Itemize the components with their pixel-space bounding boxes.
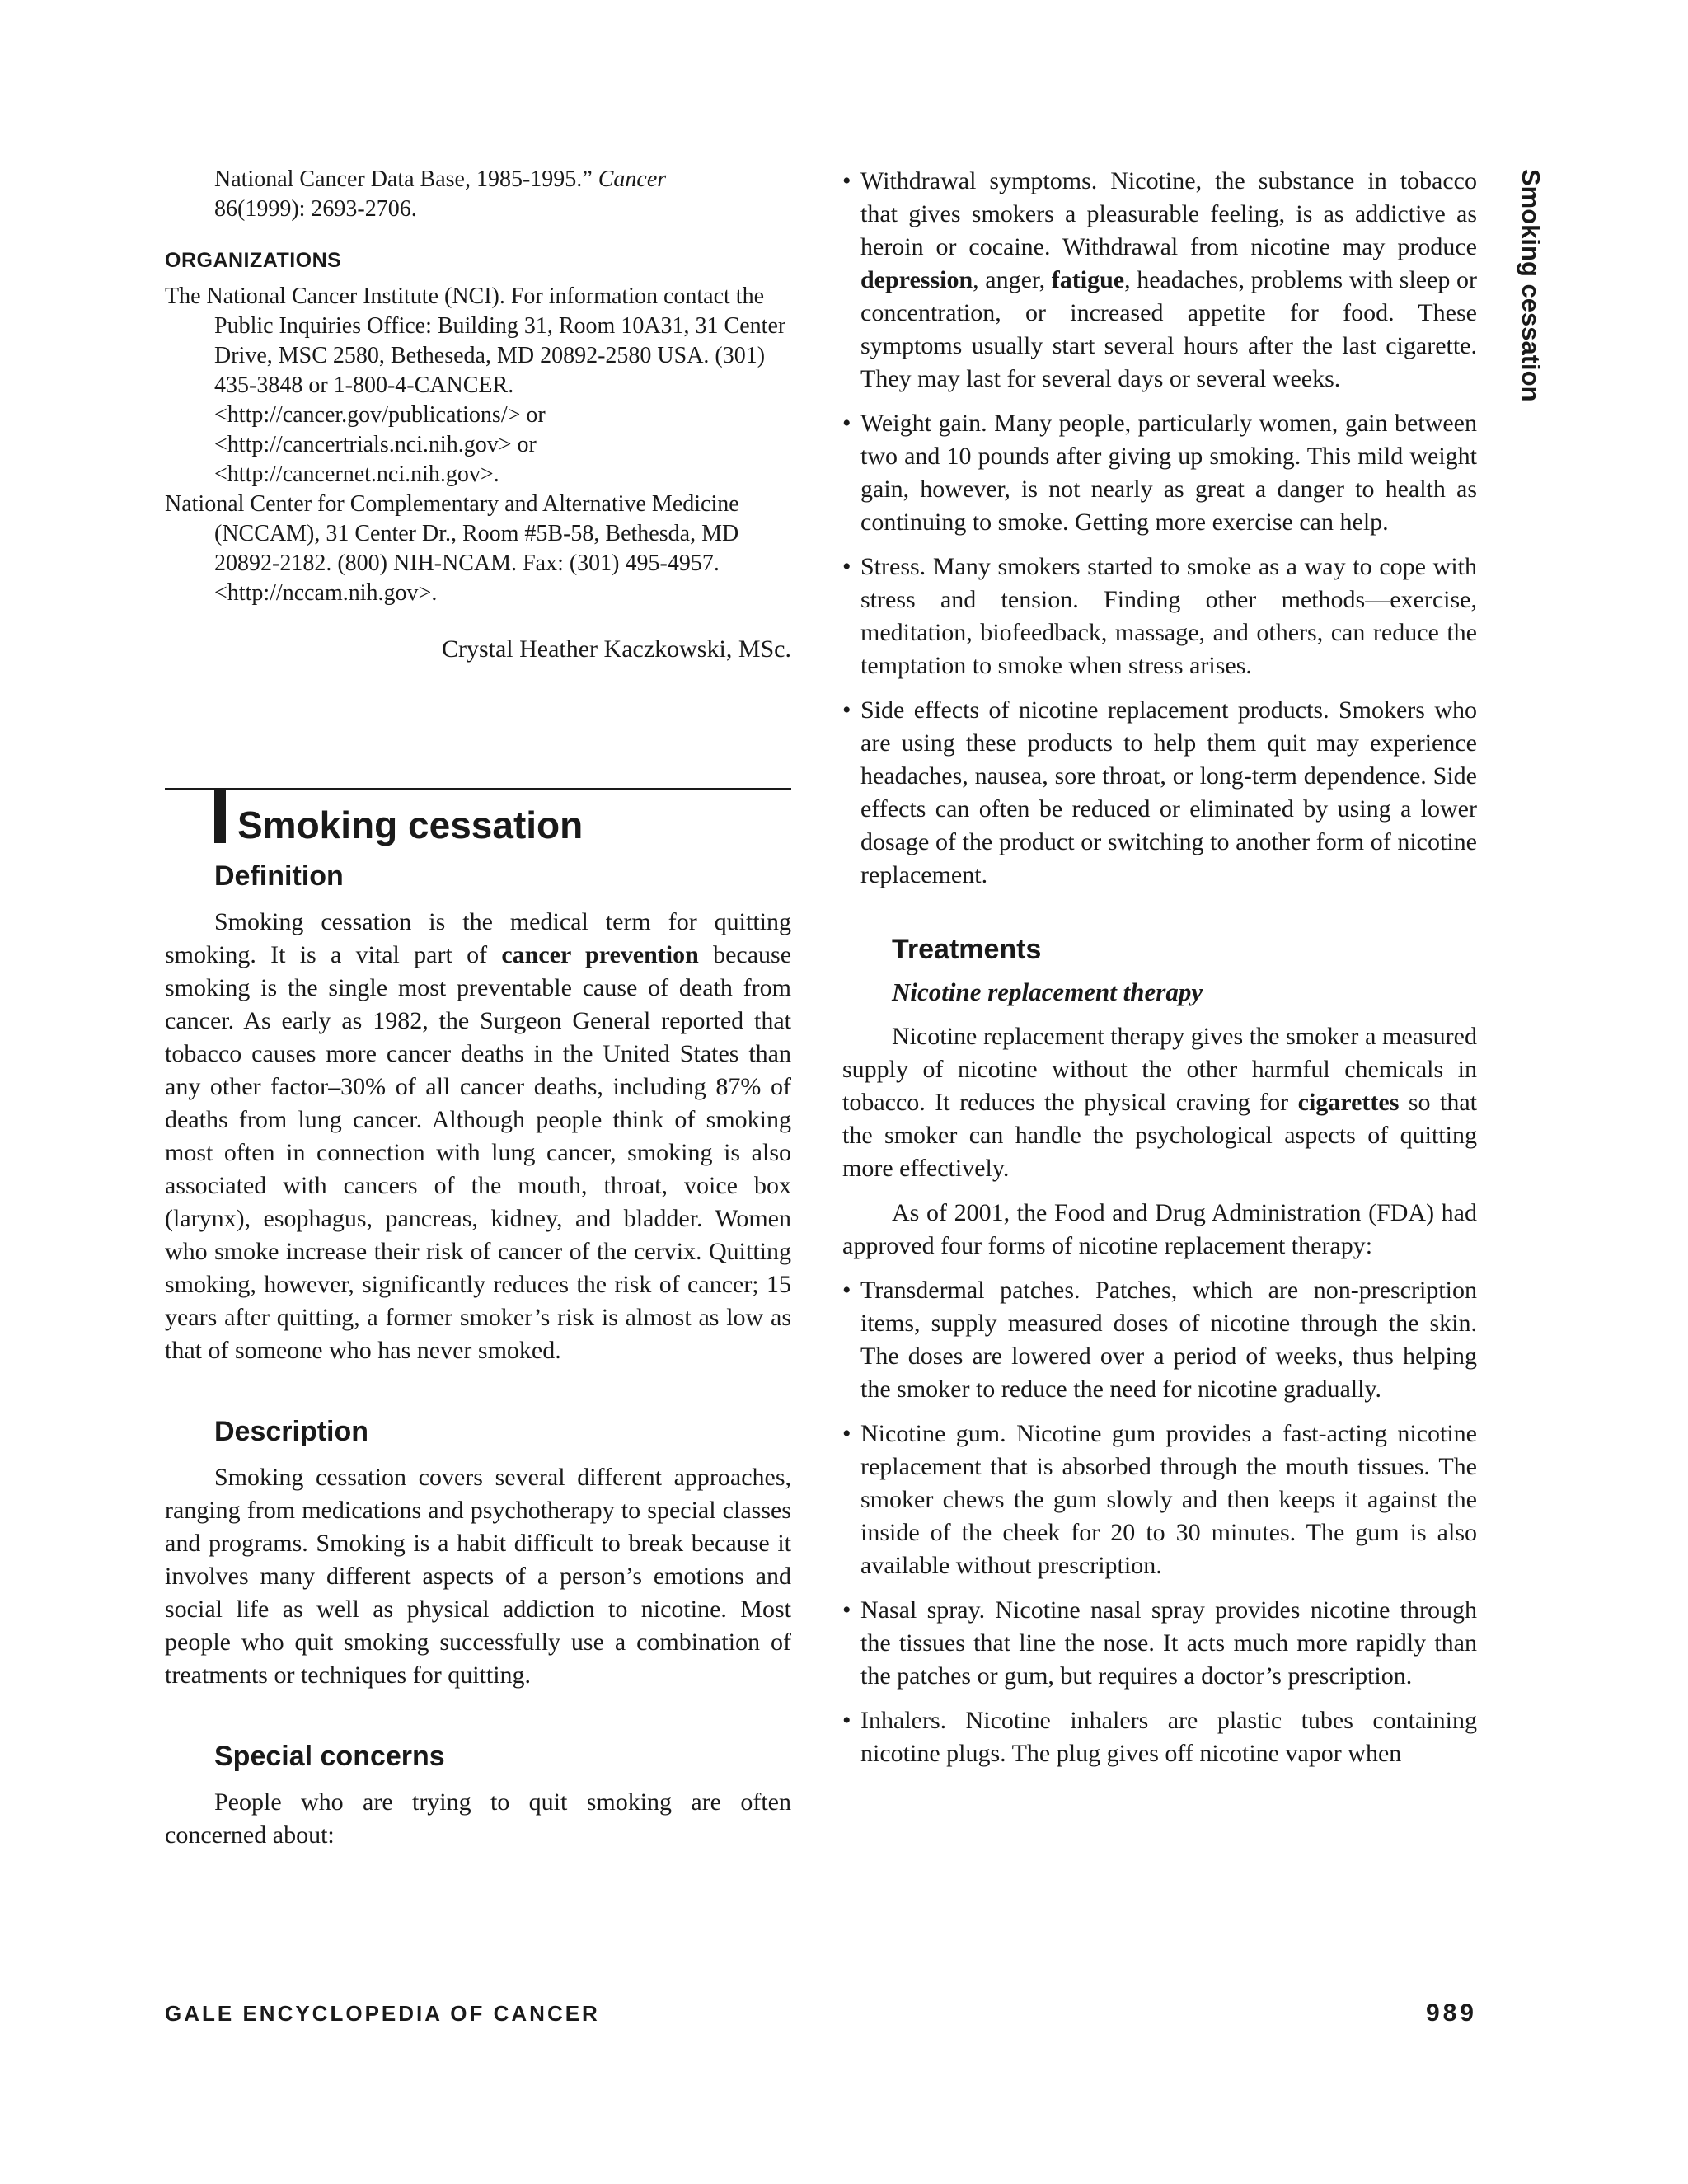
bullet-mark: • [842,167,851,194]
organization-entry-nci: The National Cancer Institute (NCI). For information contact the Public Inquiries Office: Building 31, Room 10A31, 31 Center Drive, MSC 2580, Betheseda, MD 20892-2580 USA. (301) 435-3848 or 1-800-4-CANCER. <http://cancer.gov/publications/> or <http://cancertrials.nci.nih.gov> or <http://cancernet.nci.nih.gov>. [165,284,786,487]
concern-stress: • Stress. Many smokers started to smoke as a way to cope with stress and tension. Finding other methods—exercise, meditation, biofeedback, massage, and others, can reduce the temptation to smoke when stress arises. [842,551,1477,682]
right-column [842,165,1477,1782]
title-bar-mark [214,790,226,843]
article-title: Smoking cessation [237,804,584,846]
bullet-mark: • [842,1277,851,1304]
publication-name: GALE ENCYCLOPEDIA OF CANCER [165,2001,600,2026]
bullet-mark: • [842,410,851,437]
description-heading: Description [214,1416,369,1447]
special-concerns-intro: People who are trying to quit smoking are often concerned about: [165,1788,791,1849]
journal-title: Cancer [598,166,667,192]
bullet-mark: • [842,1420,851,1447]
concern-withdrawal: • Withdrawal symptoms. Nicotine, the substance in tobacco that gives smokers a pleasurable feeling, is as addictive as heroin or cocaine. Withdrawal from nicotine may produce depression, anger, fatigue, headaches, problems with sleep or concentration, or increased appetite for food. These symptoms usually start several hours after the last cigarette. They may last for several days or several weeks. [842,165,1477,396]
bullet-mark: • [842,1707,851,1734]
treatment-transdermal-patches: • Transdermal patches. Patches, which are non-prescription items, supply measured doses of nicotine through the skin. The doses are lowered over a period of weeks, thus helping the smoker to reduce the need for nicotine gradually. [842,1274,1477,1406]
term-fatigue: fatigue [1051,266,1125,293]
special-concerns-heading: Special concerns [214,1741,445,1772]
organization-entry-nccam: National Center for Complementary and Alternative Medicine (NCCAM), 31 Center Dr., Room #5B-58, Bethesda, MD 20892-2182. (800) NIH-NCAM. Fax: (301) 495-4957. <http://nccam.nih.gov>. [165,491,739,606]
treatments-paragraph-2: As of 2001, the Food and Drug Administration (FDA) had approved four forms of nicotine replacement therapy: [842,1199,1477,1259]
side-label-text: Smoking cessation [1517,169,1545,402]
term-depression: depression [860,266,973,293]
treatment-inhalers: • Inhalers. Nicotine inhalers are plastic tubes containing nicotine plugs. The plug gives off nicotine vapor when [842,1704,1477,1770]
author-credit: Crystal Heather Kaczkowski, MSc. [441,635,791,663]
definition-paragraph: Smoking cessation is the medical term for quitting smoking. It is a vital part of cancer prevention because smoking is the single most preventable cause of death from cancer. As early as 1982, the Surgeon General reported that tobacco causes more cancer deaths in the United States than any other factor–30% of all cancer deaths, including 87% of deaths from lung cancer. Although people think of smoking most often in connection with lung cancer, smoking is also associated with cancers of the mouth, throat, voice box (larynx), esophagus, pancreas, kidney, and bladder. Women who smoke increase their risk of cancer of the cervix. Quitting smoking, however, significantly reduces the risk of cancer; 15 years after quitting, a former smoker’s risk is almost as low as that of someone who has never smoked. [165,908,792,1364]
running-header-side [1512,169,1545,416]
bullet-mark: • [842,1596,851,1624]
page-number: 989 [1425,1999,1477,2027]
treatment-nasal-spray: • Nasal spray. Nicotine nasal spray provides nicotine through the tissues that line the nose. It acts much more rapidly than the patches or gum, but requires a doctor’s prescription. [842,1594,1477,1693]
term-cancer-prevention: cancer prevention [501,941,699,968]
reference-line-2: 86(1999): 2693-2706. [214,196,417,222]
organizations-heading: ORGANIZATIONS [165,249,342,272]
treatments-paragraph-1: Nicotine replacement therapy gives the smoker a measured supply of nicotine without the other harmful chemicals in tobacco. It reduces the physical craving for cigarettes so that the smoker can handle the psychological aspects of quitting more effectively. [842,1023,1477,1182]
definition-heading: Definition [214,860,344,892]
nicotine-replacement-subheading: Nicotine replacement therapy [892,977,1203,1006]
treatments-heading: Treatments [892,934,1042,965]
left-column [165,165,791,1852]
bullet-mark: • [842,696,851,724]
treatment-nicotine-gum: • Nicotine gum. Nicotine gum provides a fast-acting nicotine replacement that is absorbed through the mouth tissues. The smoker chews the gum slowly and then keeps it against the inside of the cheek for 20 to 30 minutes. The gum is also available without prescription. [842,1418,1477,1582]
page-footer [165,2001,1477,2027]
bullet-mark: • [842,553,851,580]
article-title-block [165,788,791,848]
reference-line-1: National Cancer Data Base, 1985-1995.” Cancer [214,166,667,192]
description-paragraph: Smoking cessation covers several different approaches, ranging from medications and psychotherapy to special classes and programs. Smoking is a habit difficult to break because it involves many different aspects of a person’s emotions and social life as well as physical addiction to nicotine. Most people who quit smoking successfully use a combination of treatments or techniques for quitting. [165,1464,791,1689]
concern-side-effects: • Side effects of nicotine replacement products. Smokers who are using these products to help them quit may experience headaches, nausea, sore throat, or long-term dependence. Side effects can often be reduced or eliminated by using a lower dosage of the product or switching to another form of nicotine replacement. [842,694,1477,892]
term-cigarettes: cigarettes [1297,1089,1400,1116]
concern-weight-gain: • Weight gain. Many people, particularly women, gain between two and 10 pounds after giving up smoking. This mild weight gain, however, is not nearly as great a danger to health as continuing to smoke. Getting more exercise can help. [842,407,1477,539]
